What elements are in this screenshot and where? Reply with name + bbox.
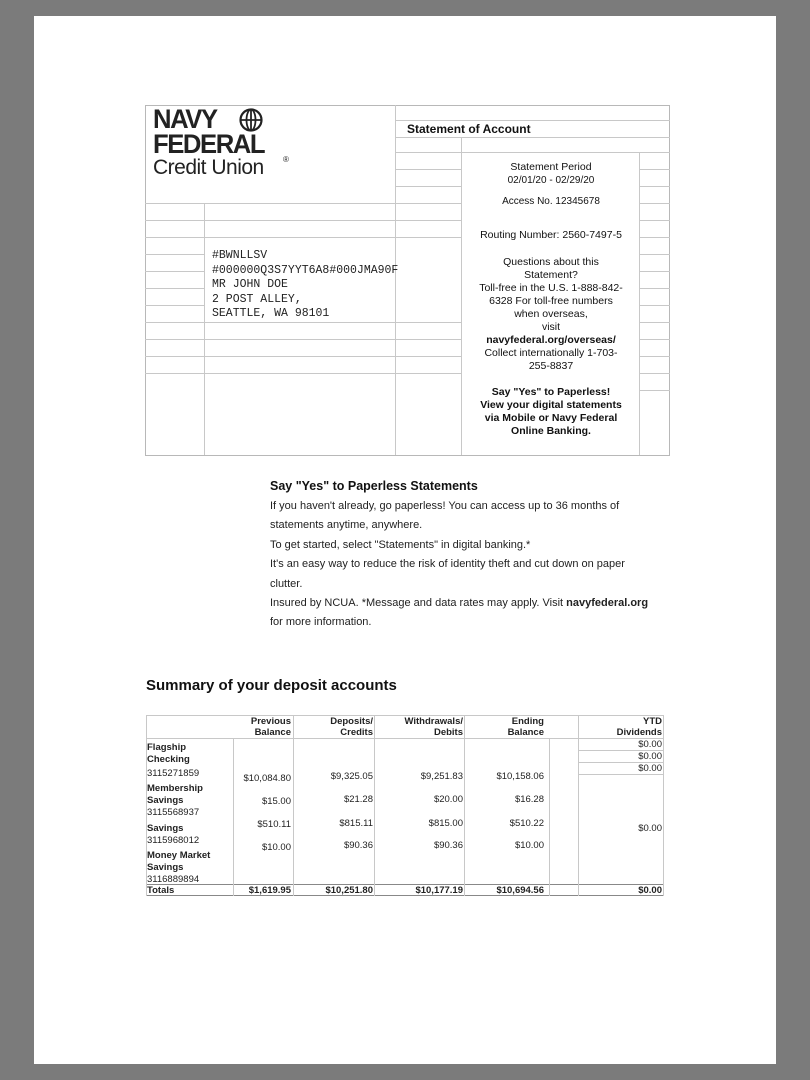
header-deposits: [294, 716, 373, 738]
withdrawals-debits: $20.00: [433, 794, 463, 805]
collect-line: Collect internationally 1-703-: [484, 347, 618, 359]
deposits-credits: $815.11: [339, 818, 373, 829]
statement-info-panel: [462, 161, 640, 438]
paperless-promo-line: Online Banking.: [511, 425, 591, 437]
account-money-market-savings: [147, 850, 233, 885]
access-number: Access No. 12345678: [502, 196, 600, 207]
navyfederal-link[interactable]: navyfederal.org: [566, 597, 649, 610]
paperless-line: To get started, select "Statements" in digital banking.*: [270, 538, 531, 551]
paperless-promo-line: View your digital statements: [480, 399, 622, 411]
statement-page: [34, 16, 776, 1064]
account-name: Money Market: [147, 850, 211, 861]
paperless-line: statements anytime, anywhere.: [270, 519, 423, 532]
deposits-credits: $90.36: [343, 840, 373, 851]
account-name: Flagship: [147, 742, 187, 753]
header-text: Deposits/: [330, 716, 373, 727]
ending-balance: $510.22: [509, 818, 544, 829]
header-withdrawals: [375, 716, 463, 738]
account-name: Savings: [147, 862, 184, 873]
logo-line-3: Credit Union: [153, 156, 264, 177]
questions-line: 6328 For toll-free numbers: [489, 295, 613, 307]
header-text: Withdrawals/: [404, 716, 463, 727]
header-text: YTD: [643, 716, 662, 727]
account-savings: [147, 823, 233, 846]
statement-header: [145, 105, 670, 456]
withdrawals-debits: $815.00: [428, 818, 463, 829]
deposits-credits: $21.28: [343, 794, 373, 805]
account-number: 3115968012: [147, 835, 200, 846]
mailing-address: [212, 249, 398, 322]
totals-label: Totals: [147, 885, 175, 896]
paperless-promo-line: via Mobile or Navy Federal: [484, 412, 618, 424]
summary-title: Summary of your deposit accounts: [146, 677, 397, 694]
account-flagship-checking: [147, 742, 233, 779]
questions-text: [462, 256, 640, 373]
paperless-title: Say "Yes" to Paperless Statements: [270, 479, 478, 493]
routing-number: Routing Number: 2560-7497-5: [480, 229, 622, 241]
registered-mark: ®: [283, 155, 289, 164]
ending-balance: $16.28: [514, 794, 544, 805]
previous-balance: $10.00: [261, 842, 291, 853]
statement-period-label: Statement Period: [510, 161, 592, 173]
questions-line: Toll-free in the U.S. 1-888-842-: [479, 282, 623, 294]
total-ending-balance: $10,694.56: [496, 885, 544, 896]
header-text: Debits: [433, 727, 463, 738]
withdrawals-debits: $9,251.83: [420, 771, 463, 782]
paperless-notice: [270, 478, 670, 633]
ytd-dividend: $0.00: [638, 823, 662, 834]
total-deposits: $10,251.80: [325, 885, 373, 896]
deposit-summary-table: [146, 715, 664, 896]
previous-balance: $15.00: [261, 796, 291, 807]
ncua-line: [270, 594, 670, 613]
statement-title: Statement of Account: [407, 122, 531, 136]
account-number: 3115271859: [147, 768, 200, 779]
address-line: #000000Q3S7YYT6A8#000JMA90F: [212, 263, 399, 277]
header-text: Balance: [507, 727, 544, 738]
overseas-link[interactable]: navyfederal.org/overseas/: [486, 334, 616, 346]
paperless-line: clutter.: [270, 577, 303, 590]
ytd-dividend: $0.00: [638, 751, 662, 762]
paperless-line: If you haven't already, go paperless! You can access up to 36 months of: [270, 500, 620, 512]
collect-line: 255-8837: [528, 360, 574, 372]
paperless-line: It's an easy way to reduce the risk of identity theft and cut down on paper: [270, 558, 625, 571]
address-line: #BWNLLSV: [212, 249, 268, 262]
header-previous-balance: [234, 716, 291, 738]
account-name: Savings: [147, 823, 184, 834]
previous-balance: $10,084.80: [243, 773, 291, 784]
paperless-promo-line: Say "Yes" to Paperless!: [491, 386, 611, 398]
deposits-credits: $9,325.05: [330, 771, 373, 782]
ending-balance: $10,158.06: [496, 771, 544, 782]
ncua-tail: for more information.: [270, 616, 372, 629]
address-line: SEATTLE, WA 98101: [212, 307, 330, 320]
header-text: Credits: [340, 727, 373, 738]
header-ending-balance: [465, 716, 544, 738]
header-text: Balance: [254, 727, 291, 738]
logo-line-2: FEDERAL: [153, 129, 265, 159]
ytd-dividend: $0.00: [638, 739, 662, 750]
navy-federal-logo: [153, 107, 293, 177]
paperless-promo: [462, 386, 640, 438]
header-text: Dividends: [616, 727, 662, 738]
total-withdrawals: $10,177.19: [415, 885, 463, 896]
questions-line: when overseas,: [514, 308, 588, 320]
account-membership-savings: [147, 783, 233, 818]
header-ytd-dividends: [579, 716, 662, 738]
address-line: 2 POST ALLEY,: [212, 292, 302, 306]
withdrawals-debits: $90.36: [433, 840, 463, 851]
account-name: Checking: [147, 754, 190, 765]
ncua-text: Insured by NCUA. *Message and data rates may apply. Visit: [270, 597, 567, 610]
account-name: Savings: [147, 795, 184, 806]
ytd-dividend: $0.00: [638, 763, 662, 774]
ending-balance: $10.00: [514, 840, 544, 851]
address-line: MR JOHN DOE: [212, 278, 288, 291]
total-ytd-dividends: $0.00: [638, 885, 662, 896]
questions-line: Questions about this: [503, 256, 599, 268]
account-number: 3116889894: [147, 874, 200, 885]
questions-line: visit: [541, 321, 561, 333]
globe-icon: [239, 108, 263, 132]
statement-period: 02/01/20 - 02/29/20: [507, 175, 595, 186]
account-name: Membership: [147, 783, 203, 794]
total-previous-balance: $1,619.95: [248, 885, 291, 896]
account-number: 3115568937: [147, 807, 200, 818]
header-text: Ending: [511, 716, 544, 727]
logo-line-1: NAVY: [153, 107, 217, 134]
previous-balance: $510.11: [257, 819, 291, 830]
header-text: Previous: [250, 716, 291, 727]
questions-line: Statement?: [524, 269, 578, 281]
